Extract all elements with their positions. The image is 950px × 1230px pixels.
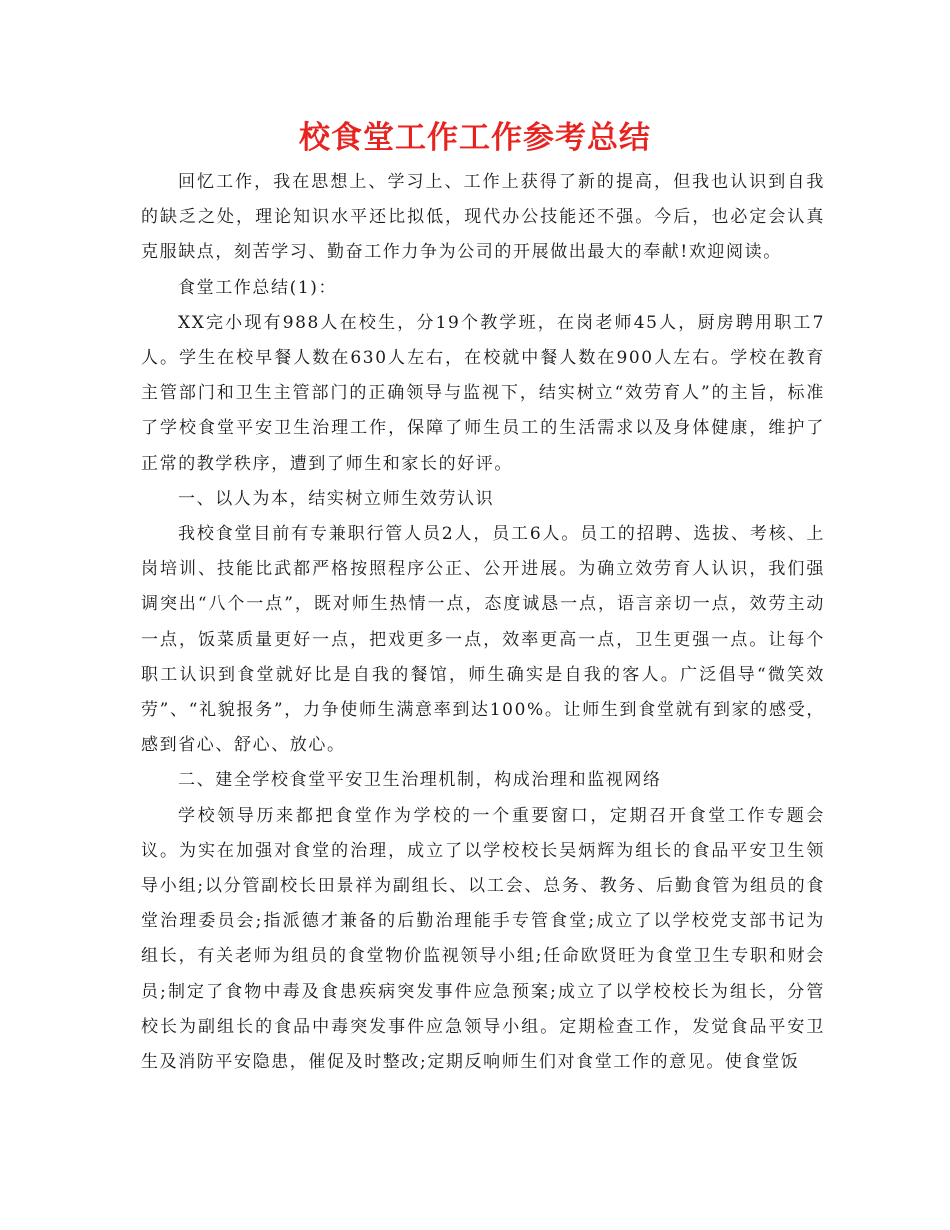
- section-2-paragraph: 学校领导历来都把食堂作为学校的一个重要窗口，定期召开食堂工作专题会议。为实在加强对食堂的治理，成立了以学校校长吴炳辉为组长的食品平安卫生领导小组;以分管副校长田景祥为副组长、以工会、总务、教务、后勤食管为组员的食堂治理委员会;指派德才兼备的后勤治理能手专管食堂;成立了以学校党支部书记为组长，有关老师为组员的食堂物价监视领导小组;任命欧贤旺为食堂卫生专职和财会员;制定了食物中毒及食患疾病突发事件应急预案;成立了以学校校长为组长，分管校长为副组长的食品中毒突发事件应急领导小组。定期检查工作，发觉食品平安卫生及消防平安隐患，催促及时整改;定期反响师生们对食堂工作的意见。使食堂饭: [141, 805, 825, 1073]
- section-label: 食堂工作总结(1)：: [178, 277, 338, 298]
- section-heading-2: 二、建全学校食堂平安卫生治理机制，构成治理和监视网络: [178, 770, 662, 791]
- intro-paragraph: 回忆工作，我在思想上、学习上、工作上获得了新的提高，但我也认识到自我的缺乏之处，理论知识水平还比拟低，现代办公技能还不强。今后，也必定会认真克服缺点，刻苦学习、勤奋工作力争为公司的开展做出最大的奉献!欢迎阅读。: [141, 172, 825, 263]
- section-heading-1: 一、以人为本，结实树立师生效劳认识: [178, 488, 495, 509]
- document-body: [141, 165, 825, 1080]
- document-title: 校食堂工作工作参考总结: [299, 120, 651, 156]
- overview-paragraph: XX完小现有988人在校生，分19个教学班，在岗老师45人，厨房聘用职工7人。学生在校早餐人数在630人左右，在校就中餐人数在900人左右。学校在教育主管部门和卫生主管部门的正确领导与监视下，结实树立“效劳育人”的主旨，标准了学校食堂平安卫生治理工作，保障了师生员工的生活需求以及身体健康，维护了正常的教学秩序，遭到了师生和家长的好评。: [141, 312, 825, 474]
- section-1-paragraph: 我校食堂目前有专兼职行管人员2人，员工6人。员工的招聘、选拔、考核、上岗培训、技能比武都严格按照程序公正、公开进展。为确立效劳育人认识，我们强调突出“八个一点”，既对师生热情一点，态度诚恳一点，语言亲切一点，效劳主动一点，饭菜质量更好一点，把戏更多一点，效率更高一点，卫生更强一点。让每个职工认识到食堂就好比是自我的餐馆，师生确实是自我的客人。广泛倡导“微笑效劳”、“礼貌报务”，力争使师生满意率到达100%。让师生到食堂就有到家的感受，感到省心、舒心、放心。: [141, 524, 825, 756]
